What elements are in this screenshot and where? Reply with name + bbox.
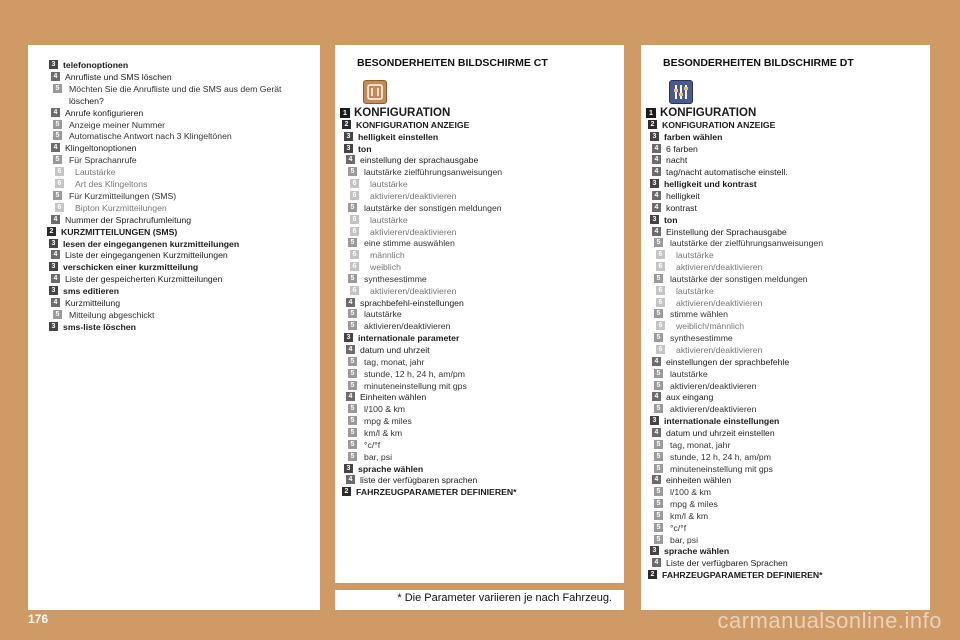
menu-item <box>641 226 930 238</box>
menu-item-label: Liste der eingegangenen Kurzmitteilungen <box>65 250 228 261</box>
level-badge: 3 <box>344 333 353 342</box>
menu-item-label: km/l & km <box>670 510 709 521</box>
menu-item <box>641 510 930 522</box>
menu-item-label: stunde, 12 h, 24 h, am/pm <box>670 451 771 462</box>
level-badge: 5 <box>654 535 663 544</box>
menu-item-label: helligkeit <box>666 190 700 201</box>
ct-screen-panel <box>335 45 624 583</box>
menu-item-label: lautstärke <box>364 309 402 320</box>
menu-item-label: aktivieren/deaktivieren <box>676 345 763 355</box>
menu-item <box>28 190 320 202</box>
menu-item <box>641 202 930 214</box>
level-badge: 5 <box>654 369 663 378</box>
level-badge: 6 <box>55 203 64 212</box>
menu-item <box>28 285 320 297</box>
menu-item-label: Anrufliste und SMS löschen <box>65 71 172 82</box>
level-badge: 5 <box>348 321 357 330</box>
menu-item <box>641 261 930 273</box>
dt-screen-panel <box>641 45 930 610</box>
menu-item-label: Klingeltonoptionen <box>65 143 137 154</box>
menu-item <box>641 166 930 178</box>
level-badge: 4 <box>51 143 60 152</box>
level-badge: 5 <box>654 452 663 461</box>
menu-item <box>28 142 320 154</box>
level-badge: 6 <box>656 250 665 259</box>
menu-item-label: aktivieren/deaktivieren <box>676 297 763 308</box>
menu-item-label: Bipton Kurzmitteilungen <box>75 202 167 213</box>
menu-item <box>641 391 930 403</box>
level-badge: 5 <box>348 428 357 437</box>
menu-item <box>641 214 930 226</box>
level-badge: 5 <box>654 333 663 342</box>
menu-item <box>28 107 320 119</box>
menu-item-label: internationale einstellungen <box>664 416 780 427</box>
menu-item-label: l/100 & km <box>670 487 712 498</box>
menu-item-label: lesen der eingegangenen kurzmitteilungen <box>63 238 240 249</box>
menu-item <box>335 178 624 190</box>
menu-item <box>335 214 624 226</box>
panel-title: BESONDERHEITEN BILDSCHIRME DT <box>663 57 854 69</box>
menu-item <box>335 297 624 309</box>
menu-item-label: °c/°f <box>364 439 381 450</box>
menu-item-label: lautstärke <box>370 179 408 190</box>
level-badge: 4 <box>346 345 355 354</box>
level-badge: 6 <box>350 191 359 200</box>
menu-item-label: lautstärke der sonstigen meldungen <box>364 202 502 213</box>
menu-item <box>28 214 320 226</box>
menu-item <box>335 439 624 451</box>
menu-item-label: ton <box>358 143 372 154</box>
menu-item-label: aktivieren/deaktivieren <box>364 321 451 332</box>
menu-item-label: mpg & miles <box>670 499 718 510</box>
level-badge: 5 <box>348 452 357 461</box>
menu-item <box>641 356 930 368</box>
menu-item-label: aktivieren/deaktivieren <box>370 226 457 237</box>
menu-item <box>335 332 624 344</box>
menu-item <box>641 320 930 332</box>
level-badge: 3 <box>49 286 58 295</box>
level-badge: 6 <box>350 227 359 236</box>
menu-item-label: lautstärke <box>676 250 714 261</box>
menu-item <box>641 403 930 415</box>
menu-item <box>28 95 320 107</box>
menu-item-label: weiblich <box>370 262 401 273</box>
level-badge: 1 <box>340 108 350 118</box>
level-badge: 4 <box>346 298 355 307</box>
level-badge: 5 <box>654 499 663 508</box>
level-badge: 5 <box>348 369 357 378</box>
menu-item <box>641 474 930 486</box>
menu-item-label: KURZMITTEILUNGEN (SMS) <box>61 226 178 237</box>
level-badge: 5 <box>654 404 663 413</box>
phone-options-panel <box>28 45 320 610</box>
menu-item-label: l/100 & km <box>364 404 406 415</box>
menu-item <box>28 297 320 309</box>
menu-item-label: lautstärke zielführungsanweisungen <box>364 167 503 178</box>
ct-screen-icon <box>363 80 387 104</box>
menu-item <box>335 249 624 261</box>
menu-item <box>28 83 320 95</box>
menu-item <box>335 344 624 356</box>
level-badge: 4 <box>51 298 60 307</box>
level-badge: 5 <box>53 131 62 140</box>
menu-item <box>641 273 930 285</box>
menu-item <box>641 178 930 190</box>
menu-item-label: aktivieren/deaktivieren <box>676 262 763 273</box>
menu-item-label: aux eingang <box>666 392 714 403</box>
menu-item-label: Anzeige meiner Nummer <box>69 119 166 130</box>
menu-item-label: aktivieren/deaktivieren <box>370 190 457 201</box>
menu-item <box>641 569 930 581</box>
menu-item <box>335 131 624 143</box>
menu-item-label: stimme wählen <box>670 309 728 320</box>
menu-item-label: datum und uhrzeit <box>360 345 430 355</box>
level-badge: 6 <box>55 179 64 188</box>
menu-item-label: FAHRZEUGPARAMETER DEFINIEREN* <box>662 570 823 581</box>
menu-item <box>28 238 320 250</box>
level-badge: 3 <box>650 179 659 188</box>
menu-item <box>335 166 624 178</box>
level-badge: 4 <box>346 392 355 401</box>
menu-item <box>335 356 624 368</box>
menu-item <box>641 131 930 143</box>
level-badge: 6 <box>656 298 665 307</box>
level-badge: 5 <box>53 155 62 164</box>
level-badge: 4 <box>51 72 60 81</box>
level-badge: 2 <box>648 570 657 579</box>
level-badge: 5 <box>348 440 357 449</box>
menu-item <box>641 332 930 344</box>
menu-item-label: lautstärke <box>370 214 408 225</box>
menu-item <box>641 143 930 155</box>
level-badge: 3 <box>344 464 353 473</box>
menu-item-label: aktivieren/deaktivieren <box>670 404 757 415</box>
level-badge: 5 <box>348 416 357 425</box>
menu-item <box>28 119 320 131</box>
menu-item <box>641 486 930 498</box>
menu-item <box>641 154 930 166</box>
menu-item-label: lautstärke der zielführungsanweisungen <box>670 238 824 249</box>
watermark: carmanualsonline.info <box>717 608 942 633</box>
level-badge: 5 <box>53 310 62 319</box>
menu-item <box>335 154 624 166</box>
menu-item-label: KONFIGURATION <box>660 107 757 119</box>
level-badge: 5 <box>654 523 663 532</box>
menu-item <box>335 285 624 297</box>
menu-item <box>641 534 930 546</box>
menu-item-label: Möchten Sie die Anrufliste und die SMS aus dem Gerät <box>69 83 282 94</box>
menu-item <box>28 309 320 321</box>
menu-item-label: tag, monat, jahr <box>364 356 425 367</box>
level-badge: 6 <box>55 167 64 176</box>
level-badge: 5 <box>654 274 663 283</box>
menu-item <box>28 202 320 214</box>
level-badge: 3 <box>344 132 353 141</box>
menu-item <box>335 368 624 380</box>
menu-item-label: lautstärke der sonstigen meldungen <box>670 273 808 284</box>
level-badge: 5 <box>654 487 663 496</box>
level-badge: 3 <box>650 546 659 555</box>
menu-item-label: löschen? <box>69 95 104 106</box>
level-badge: 2 <box>648 120 657 129</box>
level-badge: 5 <box>654 309 663 318</box>
menu-item-label: minuteneinstellung mit gps <box>364 380 467 391</box>
level-badge: 3 <box>49 322 58 331</box>
menu-item <box>641 190 930 202</box>
menu-item <box>641 545 930 557</box>
menu-item-label: tag, monat, jahr <box>670 439 731 450</box>
menu-item-label: einstellung der sprachausgabe <box>360 155 479 166</box>
level-badge: 4 <box>51 250 60 259</box>
level-badge: 5 <box>348 238 357 247</box>
menu-item <box>641 297 930 309</box>
level-badge: 1 <box>646 108 656 118</box>
menu-item <box>641 451 930 463</box>
level-badge: 2 <box>342 120 351 129</box>
level-badge: 4 <box>346 155 355 164</box>
level-badge: 4 <box>652 191 661 200</box>
level-badge: 5 <box>654 440 663 449</box>
menu-item-label: Lautstärke <box>75 167 116 178</box>
footnote-box <box>335 590 624 610</box>
menu-item-label: sprache wählen <box>358 463 424 474</box>
menu-item-label: km/l & km <box>364 427 403 438</box>
level-badge: 3 <box>650 416 659 425</box>
level-badge: 4 <box>652 155 661 164</box>
menu-item <box>28 154 320 166</box>
level-badge: 5 <box>654 511 663 520</box>
menu-item-label: Liste der gespeicherten Kurzmitteilungen <box>65 274 223 285</box>
level-badge: 4 <box>51 215 60 224</box>
level-badge: 5 <box>348 203 357 212</box>
menu-item-label: sms editieren <box>63 286 120 297</box>
menu-item <box>641 463 930 475</box>
level-badge: 3 <box>650 215 659 224</box>
menu-item-label: eine stimme auswählen <box>364 238 455 249</box>
menu-item-label: Für Kurzmitteilungen (SMS) <box>69 190 177 201</box>
level-badge: 6 <box>350 250 359 259</box>
menu-item-label: helligkeit und kontrast <box>664 179 757 190</box>
menu-item-label: stunde, 12 h, 24 h, am/pm <box>364 368 465 379</box>
menu-item-label: Anrufe konfigurieren <box>65 107 144 118</box>
menu-item <box>335 190 624 202</box>
menu-item-label: männlich <box>370 250 405 261</box>
menu-item <box>335 119 624 131</box>
menu-item <box>641 285 930 297</box>
level-badge: 5 <box>348 274 357 283</box>
menu-item-label: sprache wählen <box>664 546 730 557</box>
menu-item-label: tag/nacht automatische einstell. <box>666 167 788 178</box>
menu-item <box>28 59 320 71</box>
menu-item <box>641 439 930 451</box>
level-badge: 4 <box>346 475 355 484</box>
level-badge: 5 <box>53 84 62 93</box>
menu-item <box>641 249 930 261</box>
menu-item-label: liste der verfügbaren sprachen <box>360 475 478 486</box>
menu-item <box>335 202 624 214</box>
menu-item-label: KONFIGURATION <box>354 107 451 119</box>
level-badge: 4 <box>652 144 661 153</box>
level-badge: 3 <box>49 60 58 69</box>
menu-item <box>335 320 624 332</box>
level-badge: 4 <box>652 203 661 212</box>
menu-item <box>335 451 624 463</box>
menu-item <box>335 486 624 498</box>
menu-item <box>335 273 624 285</box>
level-badge: 5 <box>53 191 62 200</box>
menu-item-label: aktivieren/deaktivieren <box>370 285 457 296</box>
menu-item-label: Liste der verfügbaren Sprachen <box>666 558 788 569</box>
menu-item-label: Art des Klingeltons <box>75 179 148 189</box>
menu-item-label: Einheiten wählen <box>360 392 427 403</box>
menu-item-label: verschicken einer kurzmitteilung <box>63 262 199 273</box>
menu-item-label: einheiten wählen <box>666 475 732 486</box>
level-badge: 5 <box>654 238 663 247</box>
menu-item <box>335 474 624 486</box>
menu-item <box>335 237 624 249</box>
menu-item-label: FAHRZEUGPARAMETER DEFINIEREN* <box>356 487 517 498</box>
level-badge: 4 <box>652 227 661 236</box>
menu-item <box>28 249 320 261</box>
menu-item-label: KONFIGURATION ANZEIGE <box>356 119 470 130</box>
menu-item-label: einstellungen der sprachbefehle <box>666 356 790 367</box>
level-badge: 6 <box>350 179 359 188</box>
menu-item-label: datum und uhrzeit einstellen <box>666 427 775 438</box>
level-badge: 5 <box>348 381 357 390</box>
level-badge: 6 <box>656 262 665 271</box>
menu-item-label: ton <box>664 214 678 225</box>
level-badge: 6 <box>350 215 359 224</box>
page-number: 176 <box>28 612 49 626</box>
level-badge: 3 <box>344 144 353 153</box>
level-badge: 5 <box>348 357 357 366</box>
level-badge: 5 <box>348 167 357 176</box>
menu-item-label: Einstellung der Sprachausgabe <box>666 226 787 237</box>
level-badge: 6 <box>656 345 665 354</box>
level-badge: 5 <box>348 404 357 413</box>
menu-item <box>641 308 930 320</box>
level-badge: 2 <box>342 487 351 496</box>
footnote-text: * Die Parameter variieren je nach Fahrzeug. <box>397 592 612 604</box>
menu-item-label: bar, psi <box>670 534 699 545</box>
level-badge: 4 <box>652 392 661 401</box>
menu-item-label: KONFIGURATION ANZEIGE <box>662 119 776 130</box>
menu-item-label: sms-liste löschen <box>63 321 136 332</box>
menu-item-label: internationale parameter <box>358 333 460 344</box>
menu-item <box>641 368 930 380</box>
level-badge: 4 <box>652 357 661 366</box>
menu-item <box>335 226 624 238</box>
menu-item <box>641 107 930 119</box>
menu-item <box>335 143 624 155</box>
level-badge: 4 <box>652 167 661 176</box>
level-badge: 2 <box>47 227 56 236</box>
panel-title: BESONDERHEITEN BILDSCHIRME CT <box>357 57 548 69</box>
menu-item <box>335 107 624 119</box>
level-badge: 6 <box>656 321 665 330</box>
level-badge: 6 <box>656 286 665 295</box>
menu-item-label: minuteneinstellung mit gps <box>670 463 773 474</box>
menu-item <box>28 166 320 178</box>
menu-item <box>641 237 930 249</box>
menu-item-label: Für Sprachanrufe <box>69 155 137 166</box>
menu-item <box>28 178 320 190</box>
level-badge: 5 <box>53 120 62 129</box>
menu-item <box>28 273 320 285</box>
menu-item <box>641 498 930 510</box>
level-badge: 5 <box>348 309 357 318</box>
menu-item-label: bar, psi <box>364 451 393 462</box>
menu-item-label: farben wählen <box>664 131 723 142</box>
level-badge: 6 <box>350 262 359 271</box>
level-badge: 5 <box>654 381 663 390</box>
level-badge: 3 <box>650 132 659 141</box>
menu-item <box>641 557 930 569</box>
menu-item-label: aktivieren/deaktivieren <box>670 380 757 391</box>
menu-item <box>335 463 624 475</box>
menu-item-label: Automatische Antwort nach 3 Klingeltönen <box>69 131 232 142</box>
menu-item-label: synthesestimme <box>364 273 427 284</box>
menu-item-label: 6 farben <box>666 143 698 154</box>
menu-item-label: kontrast <box>666 202 697 213</box>
level-badge: 4 <box>51 108 60 117</box>
menu-item-label: weiblich/männlich <box>676 321 745 332</box>
level-badge: 4 <box>652 558 661 567</box>
level-badge: 3 <box>49 262 58 271</box>
menu-item <box>641 415 930 427</box>
menu-item-label: helligkeit einstellen <box>358 131 439 142</box>
menu-item <box>335 415 624 427</box>
menu-item-label: lautstärke <box>670 368 708 379</box>
menu-item <box>641 522 930 534</box>
level-badge: 3 <box>49 239 58 248</box>
dt-screen-icon <box>669 80 693 104</box>
menu-item <box>335 308 624 320</box>
menu-item <box>641 344 930 356</box>
menu-item <box>28 226 320 238</box>
menu-item-label: Mitteilung abgeschickt <box>69 309 155 320</box>
level-badge: 5 <box>654 464 663 473</box>
menu-item <box>335 391 624 403</box>
menu-item <box>641 119 930 131</box>
menu-item <box>28 261 320 273</box>
menu-item-label: synthesestimme <box>670 333 733 344</box>
menu-item <box>641 427 930 439</box>
menu-item <box>335 403 624 415</box>
menu-item <box>335 261 624 273</box>
level-badge: 4 <box>51 274 60 283</box>
level-badge: 6 <box>350 286 359 295</box>
level-badge: 4 <box>652 475 661 484</box>
level-badge: 4 <box>652 428 661 437</box>
menu-item <box>28 130 320 142</box>
menu-item-label: Nummer der Sprachrufumleitung <box>65 214 192 225</box>
menu-item <box>641 380 930 392</box>
menu-item-label: sprachbefehl-einstellungen <box>360 297 464 308</box>
menu-item-label: nacht <box>666 155 688 166</box>
menu-item-label: Kurzmitteilung <box>65 298 121 308</box>
menu-item-label: lautstärke <box>676 285 714 296</box>
menu-item <box>335 380 624 392</box>
menu-item-label: mpg & miles <box>364 416 412 427</box>
menu-item-label: telefonoptionen <box>63 60 129 70</box>
menu-item <box>335 427 624 439</box>
menu-item <box>28 321 320 333</box>
menu-item <box>28 71 320 83</box>
menu-item-label: °c/°f <box>670 522 687 533</box>
